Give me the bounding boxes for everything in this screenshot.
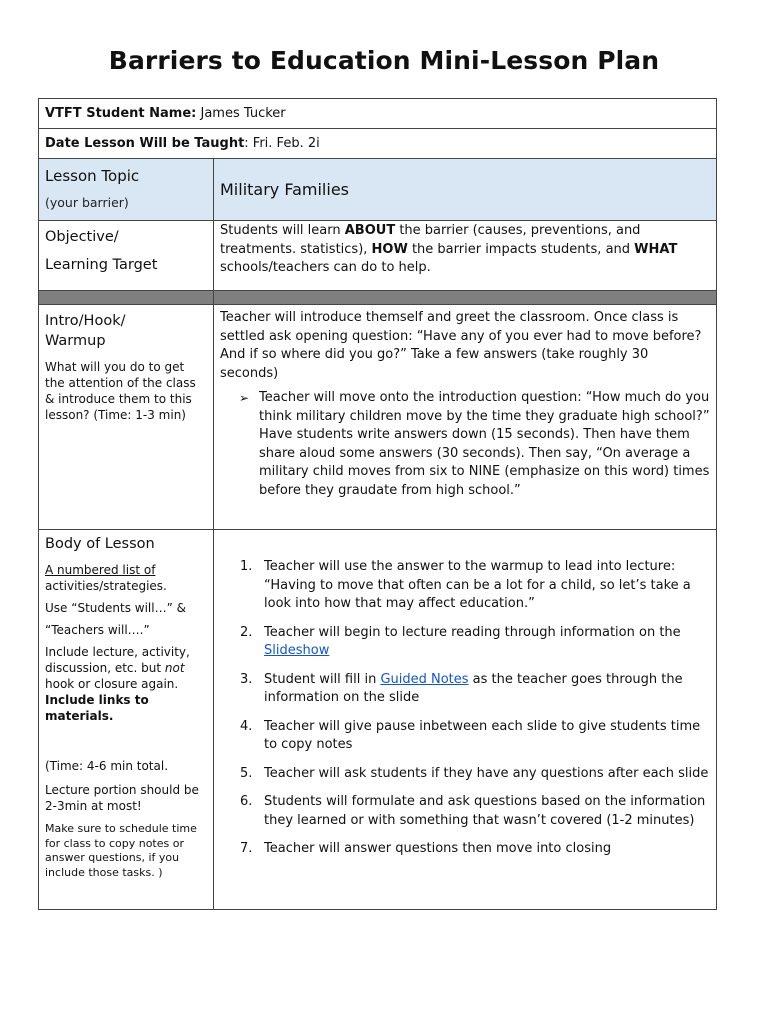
student-row	[39, 99, 717, 129]
step-4: 4. Teacher will give pause inbetween each slide to give students time to copy notes	[240, 718, 701, 752]
topic-value: Military Families	[214, 159, 717, 221]
intro-paragraph: Teacher will introduce themself and greet the classroom. Once class is settled ask opening question: “Have any of you ever had to move before? And if so where did you go?” Take a few answers (take roughly 30 seconds)	[220, 310, 702, 381]
page-title: Barriers to Education Mini-Lesson Plan	[108, 46, 660, 75]
date-label: Date Lesson Will be Taught	[45, 136, 245, 151]
guided-notes-link[interactable]: Guided Notes	[380, 671, 469, 687]
intro-bullets	[214, 389, 716, 500]
objective-label: Objective/	[45, 229, 119, 245]
body-label: Body of Lesson	[45, 536, 155, 552]
divider-row	[39, 291, 717, 305]
topic-label: Lesson Topic	[45, 167, 140, 185]
intro-label: Intro/Hook/ Warmup	[45, 313, 126, 349]
learning-target-label: Learning Target	[45, 257, 158, 273]
date-row	[39, 129, 717, 159]
intro-row	[39, 305, 717, 530]
body-help-links: Include links to materials.	[45, 693, 149, 723]
objective-text: Students will learn ABOUT the barrier (causes, preventions, and treatments. statistics), HOW the barrier impacts students, and WHAT schools/teachers can do to help.	[220, 223, 678, 275]
student-name-value: James Tucker	[196, 106, 286, 121]
student-label: VTFT Student Name:	[45, 106, 197, 121]
intro-bullet: ➢ Teacher will move onto the introduction question: “How much do you think military children move by the time they graduate high school?” Have students write answers down (15 seconds). Then have them share aloud some answers (30 seconds). Then say, “On average a military child moves from six to NINE (emphasize on this word) times before they graudate from high school.”	[259, 389, 716, 500]
body-help-teachers: “Teachers will….”	[45, 623, 150, 637]
intro-help: What will you do to get the attention of the class & introduce them to this lesson? (Time: 1-3 min)	[45, 360, 196, 422]
body-help-include: Include lecture, activity, discussion, etc. but not hook or closure again.	[45, 645, 190, 691]
topic-sublabel: (your barrier)	[45, 195, 129, 210]
body-help-time: (Time: 4-6 min total.	[45, 759, 169, 773]
objective-row	[39, 221, 717, 291]
step-7: 7. Teacher will answer questions then move into closing	[240, 841, 612, 856]
step-1: 1. Teacher will use the answer to the warmup to lead into lecture: “Having to move that often can be a lot for a child, so let’s take a look into how that may affect education.”	[240, 559, 691, 611]
body-row	[39, 530, 717, 910]
body-help-students: Use “Students will…” &	[45, 601, 186, 615]
topic-row	[39, 159, 717, 221]
step-3: 3. Student will fill in Guided Notes as the teacher goes through the information on the slide	[240, 671, 683, 705]
step-2: 2. Teacher will begin to lecture reading through information on the Slideshow	[240, 624, 681, 658]
body-help-notes: Make sure to schedule time for class to copy notes or answer questions, if you include those tasks. )	[45, 822, 197, 879]
lesson-plan-table	[38, 98, 717, 910]
body-help-list: A numbered list of activities/strategies.	[45, 563, 167, 593]
slideshow-link[interactable]: Slideshow	[264, 643, 330, 658]
step-5: 5. Teacher will ask students if they have any questions after each slide	[240, 765, 709, 781]
body-help-lecture: Lecture portion should be 2-3min at most!	[45, 783, 199, 813]
date-value: : Fri. Feb. 2i	[244, 136, 320, 151]
step-6: 6. Students will formulate and ask questions based on the information they learned or with something that wasn’t covered (1-2 minutes)	[240, 794, 706, 828]
body-steps	[214, 558, 716, 859]
